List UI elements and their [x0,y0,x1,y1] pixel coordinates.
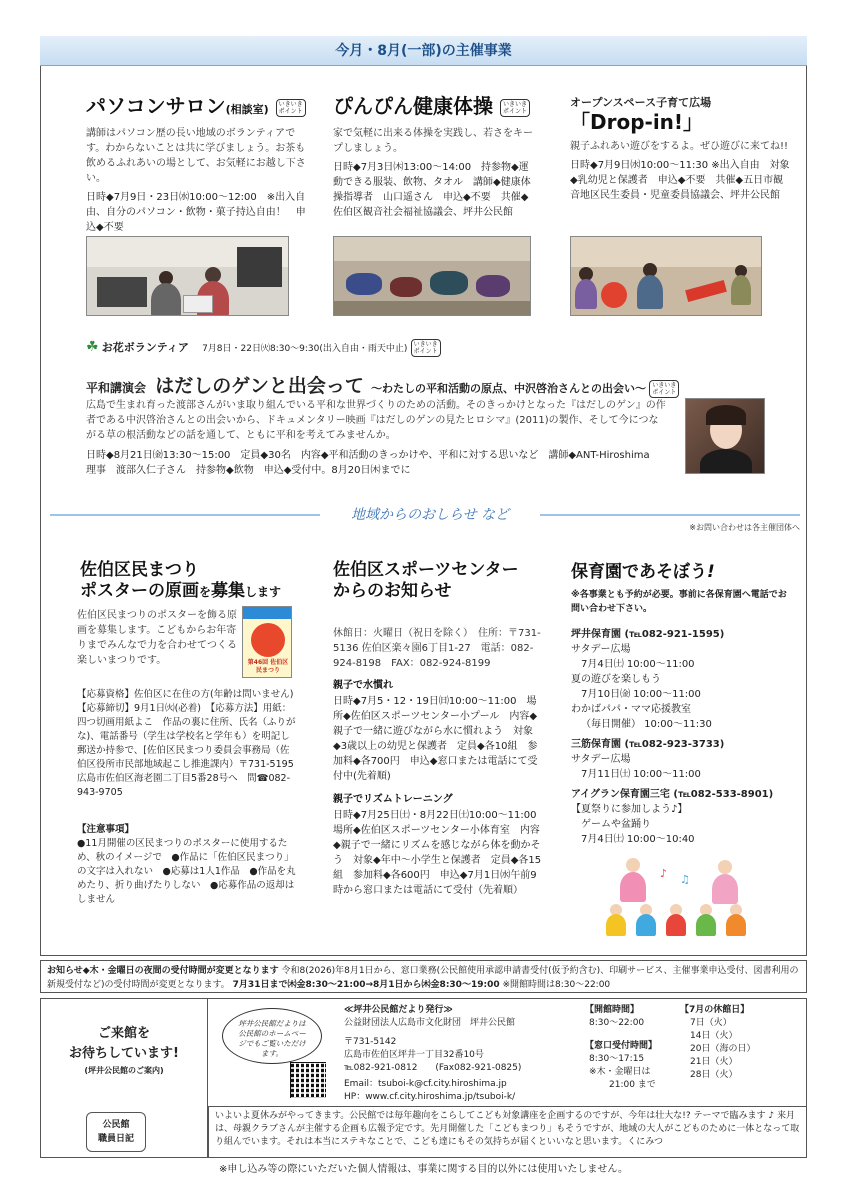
local-notices-note: ※お問い合わせは各主催団体へ [689,523,800,532]
sports-title-2: からのお知らせ [333,581,452,601]
ikiiki-point-badge: いきいきポイント [276,99,306,117]
festival-poster-image: 第46回 佐伯区民まつり [242,606,292,678]
dropin-title: 「Drop-in!」 [570,110,704,134]
festival-description: 佐伯区民まつりのポスターを飾る原画を募集します。こどもからお年寄りまでみんなで力を合わせてつくる楽しいまつりです。 [77,610,237,666]
exercise-title: ぴんぴん健康体操 いきいきポイント [333,95,533,118]
peace-lecture-subtitle: ～わたしの平和活動の原点、中沢啓治さんとの出会い～ [371,382,647,395]
exercise-section [333,95,533,220]
nursery-line: サタデー広場 [571,644,631,655]
welcome-text: ご来館を お待ちしています! (坪井公民館のご案内) [69,1026,179,1075]
homepage-link[interactable]: HP：www.cf.city.hiroshima.jp/tsuboi-k/ [344,1092,516,1102]
homepage-bubble: 坪井公民館だよりは公民館のホームページでもご覧いただけます。 [222,1008,322,1064]
privacy-note: ※申し込み等の際にいただいた個人情報は、事業に関する目的以外には使用いたしません。 [219,1164,628,1175]
sports-rhythm-details: 日時◆7月25日㈯・8月22日㈯10:00～11:00 場所◆佐伯区スポーツセンター小体育室 内容◆親子で一緒にリズムを感じながら体を動かそう 対象◆年中～小学生と保護者 定員◆各15組 参加料◆各600円 申込◆7月1日㈬午前9時から窓口または電話にて受付（先着順） [333,810,547,896]
pc-salon-description: 講師はパソコン歴の長い地域のボランティアです。わからないことは共に学びましょう。お茶も飲めるふれあいの場として、お気軽にお越し下さい。 [86,128,306,184]
pc-salon-section [86,95,306,235]
ikiiki-point-badge: いきいきポイント [500,99,530,117]
nursery-line: （毎日開催） 10:00～11:30 [581,719,712,730]
peace-lecture-title: はだしのゲンと出会って [155,375,364,397]
nursery-title: 保育園であそぼう! [571,562,715,582]
exercise-details: 日時◆7月3日㈭13:00～14:00 持参物◆運動できる服装、飲物、タオル 講師◆健康体操指導者 山口遥さん 申込◆不要 共催◆佐伯区観音社会福祉協議会、坪井公民館 [333,162,531,218]
closed-days: 【7月の休館日】 7日（火） 14日（火） 20日（海の日） 21日（火） 28日（火） [680,1004,790,1082]
publisher-info: ≪坪井公民館だより発行≫ 公益財団法人広島市文化財団 坪井公民館 〒731-5142 広島市佐伯区坪井一丁目32番10号 ℡082-921-0812 (Fax082-921-0825) Email：tsuboi-k@cf.city.hiroshima.jp HP：www.cf.city.hiroshima.jp/tsuboi-k/ [344,1004,574,1104]
notice-lead: お知らせ◆木・金曜日の夜間の受付時間が変更となります [47,966,279,976]
email-link[interactable]: Email：tsuboi-k@cf.city.hiroshima.jp [344,1079,507,1089]
dropin-details: 日時◆7月9日㈬10:00～11:30 ※出入自由 対象◆乳幼児と保護者 申込◆不要 共催◆五日市観音地区民生委員・児童委員協議会、坪井公民館 [570,160,790,201]
dropin-description: 親子ふれあい遊びをするよ。ぜひ遊びに来てね!! [570,141,789,152]
nursery-name: アイグラン保育園三宅 (℡082-533-8901) [571,789,774,800]
dropin-section [570,95,790,203]
flower-volunteer-row [86,337,506,357]
music-note-icon: ♫ [680,873,690,886]
nursery-item [571,738,791,782]
sports-title: 佐伯区スポーツセンター [333,560,519,580]
nursery-line: サタデー広場 [571,754,631,765]
exercise-photo [333,236,531,316]
flower-volunteer-details: 7月8日・22日㈫8:30～9:30(出入自由・雨天中止) [202,344,408,354]
staff-diary-label: 公民館 職員日記 [86,1112,146,1152]
nursery-list [571,628,791,853]
nursery-line: 【夏祭りに参加しよう♪】 [571,804,688,815]
children-illustration [600,858,760,938]
sports-section [333,560,553,602]
festival-body: 【応募資格】佐伯区に在住の方(年齢は問いません) 【応募締切】9月1日㈫(必着) 【応募方法】用紙：四つ切画用紙よこ 作品の裏に住所、氏名（ふりがな)、電話番号（学生は学校名と学年も）を明記し郵送か持参で、[佐伯区民まつり委員会事務局（佐伯区役所市民部地域起こし推進課内）〒731-5195 広島市佐伯区海老園二丁目5番28号へ 問☎082-943-9705 [77,689,304,798]
nursery-line: 7月4日㈯ 10:00～10:40 [581,834,695,845]
peace-lecture-details: 日時◆8月21日㈮13:30～15:00 定員◆30名 内容◆平和活動のきっかけや、平和に対する思いなど 講師◆ANT-Hiroshima 理事 渡部久仁子さん 持参物◆飲物 申込◆受付中。8月20日㈭までに [86,450,660,476]
clover-icon: ☘ [86,339,99,355]
festival-title-2: ポスターの原画を募集します [80,581,282,601]
sports-info: 休館日：火曜日（祝日を除く） 住所：〒731-5136 佐伯区楽々園6丁目1-27 電話：082-924-8198 FAX：082-924-8199 [333,628,541,669]
peace-lecture-pretitle: 平和講演会 [86,381,147,395]
staff-diary-text: いよいよ夏休みがやってきます。公民館では毎年趣向をこらしてこども対象講座を企画するのですが、今年は壮大な!? テーマで臨みます ♪ 来月は、母親クラブさんが主催する企画も広報予定です。先月開催した「こどもまつり」もそうですが、地域の大人がこどものために一体となって取り組んでいます。それは本当にステキなことで、こども達にもその気持ちが届くといいなと思います。くにみつ [215,1111,800,1147]
sports-swim-details: 日時◆7月5・12・19日㈰10:00～11:00 場所◆佐伯区スポーツセンター小プール 内容◆親子で一緒に遊びながら水に慣れよう 対象◆3歳以上の幼児と保護者 定員◆各10組 参加料◆各700円 申込◆窓口または電話にて受付中(先着順) [333,696,538,782]
nursery-line: 7月10日㈮ 10:00～11:00 [581,689,701,700]
peace-lecture-description: 広島で生まれ育った渡部さんがいま取り組んでいる平和な世界づくりのための活動。そのきっかけとなった『はだしのゲン』の作者である中沢啓治さんとの出会いから、ドキュメンタリー映画『はだしのゲンの見たヒロシマ』(2011)の製作、そして今につながる草の根活動などの話を通して、ともに平和を考えてみませんか。 [86,400,666,441]
pc-salon-details: 日時◆7月9日・23日㈬10:00～12:00 ※出入自由、自分のパソコン・飲物・菓子持込自由！ 申込◆不要 [86,192,306,233]
exercise-description: 家で気軽に出来る体操を実践し、若さをキープしましょう。 [333,128,533,154]
pc-salon-photo [86,236,289,316]
dropin-photo [570,236,762,316]
festival-notes-head: 【注意事項】 [77,824,135,835]
sports-swim-heading: 親子で水慣れ [333,680,393,691]
closed-day: 20日（海の日） [690,1044,756,1054]
ikiiki-point-badge: いきいきポイント [411,339,441,357]
pc-salon-title: パソコンサロン(相談室) いきいきポイント [86,95,306,118]
events-banner: 今月・8月(一部)の主催事業 [40,36,807,66]
notice-bar [40,960,807,993]
closed-day: 7日（火） [690,1018,732,1028]
notice-text: 令和8(2026)年8月1日から、窓口業務(公民館使用承認申請書受付(仮予約含む)、印刷サービス、主催事業申込受付、図書利用の新規受付など)の受付時間が変更となります。 [47,966,799,990]
flower-volunteer-title: お花ボランティア [101,341,189,354]
closed-day: 21日（火） [690,1057,738,1067]
nursery-item [571,788,791,847]
festival-notes: ●11月開催の区民まつりのポスターに使用するため、秋のイメージで ●作品に「佐伯区民まつり」の文字は入れない ●応募は1人1作品 ●作品を丸めたり、折り曲げたりしない ●応募作品の返却はしません [77,838,296,905]
closed-day: 14日（火） [690,1031,738,1041]
nursery-line: わかばパパ・ママ応援教室 [571,704,691,715]
qr-code-icon[interactable] [290,1062,326,1098]
sports-rhythm-heading: 親子でリズムトレーニング [333,794,453,805]
nursery-name: 坪井保育園 (℡082-921-1595) [571,629,725,640]
nursery-item [571,628,791,732]
dropin-pretitle: オープンスペース子育て広場 [570,96,712,109]
peace-lecture-header [86,372,746,401]
festival-section [80,560,300,603]
nursery-line: 7月4日㈯ 10:00～11:00 [581,659,695,670]
nursery-name: 三筋保育園 (℡082-923-3733) [571,739,725,750]
nursery-line: 7月11日㈯ 10:00～11:00 [581,769,701,780]
nursery-line: ゲームや盆踊り [581,819,651,830]
music-note-icon: ♪ [660,867,668,880]
opening-hours: 【開館時間】 8:30～22:00 【窓口受付時間】 8:30～17:15 ※木・金曜日は 21:00 まで [585,1005,658,1090]
closed-day: 28日（火） [690,1070,738,1080]
nursery-line: 夏の遊びを楽しもう [571,674,661,685]
local-notices-title: 地域からのおしらせ など [320,505,540,525]
notice-closing: ※開館時間は8:30～22:00 [502,980,611,990]
ikiiki-point-badge: いきいきポイント [649,380,679,398]
festival-title: 佐伯区民まつり [80,560,199,580]
speaker-photo [685,398,765,474]
notice-change: 7月31日まで㈭金8:30～21:00→8月1日から㈭金8:30～19:00 [232,980,500,990]
nursery-note: ※各事業とも予約が必要。事前に各保育園へ電話でお問い合わせ下さい。 [571,590,787,614]
